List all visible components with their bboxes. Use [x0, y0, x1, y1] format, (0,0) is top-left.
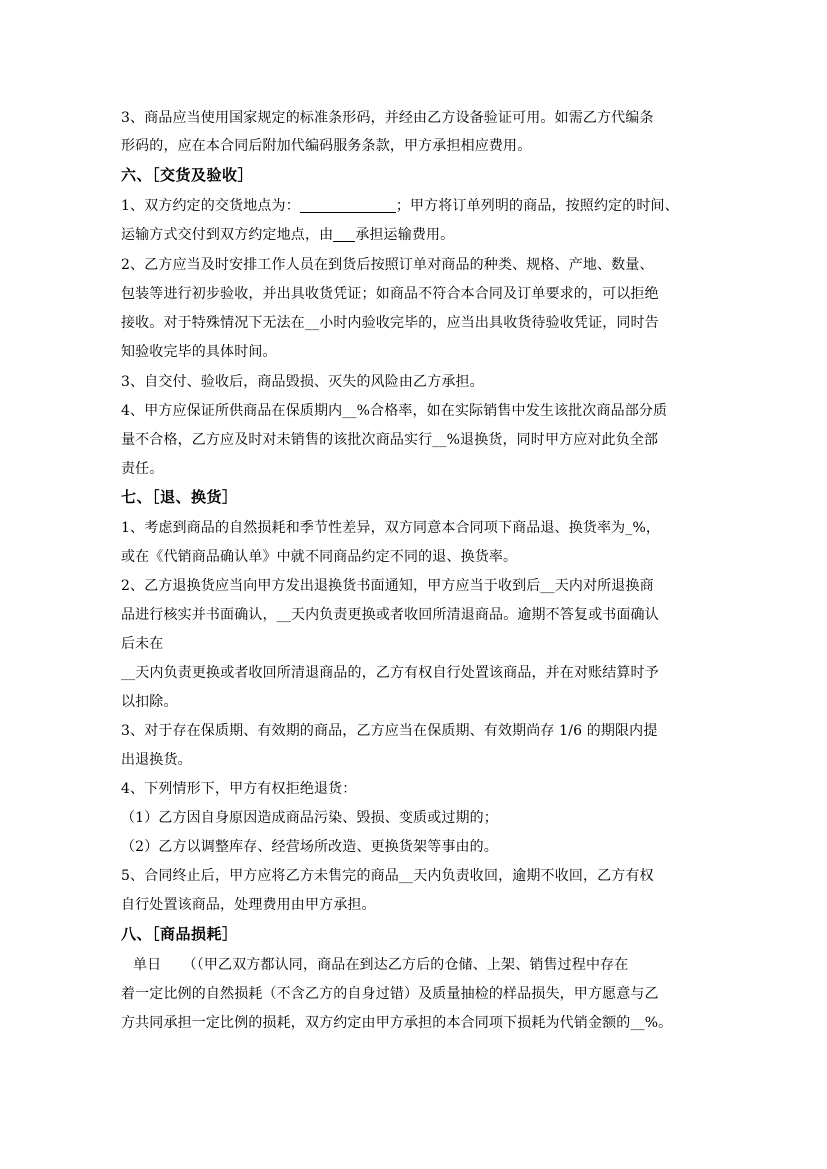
clause-line-delivery-location: 1、双方约定的交货地点为： ；甲方将订单列明的商品，按照约定的时间、: [121, 198, 679, 214]
clause-line: 方共同承担一定比例的损耗，双方约定由甲方承担的本合同项下损耗为代销金额的__%。: [121, 1015, 673, 1031]
clause-line: 3、自交付、验收后，商品毁损、灭失的风险由乙方承担。: [121, 374, 484, 390]
clause-line: 品进行核实并书面确认，__天内负责更换或者收回所清退商品。逾期不答复或书面确认: [121, 607, 659, 623]
clause-line: 着一定比例的自然损耗（不含乙方的自身过错）及质量抽检的样品损失，甲方愿意与乙: [121, 986, 659, 1002]
clause-line: 包装等进行初步验收，并出具收货凭证；如商品不符合本合同及订单要求的，可以拒绝: [121, 286, 659, 302]
section-heading-delivery: 六、［交货及验收］: [121, 166, 254, 184]
clause-line: 接收。对于特殊情况下无法在__小时内验收完毕的，应当出具收货待验收凭证，同时告: [121, 315, 659, 331]
clause-line: 后未在: [121, 636, 164, 652]
clause-line: （1）乙方因自身原因造成商品污染、毁损、变质或过期的；: [121, 810, 498, 826]
clause-line: 知验收完毕的具体时间。: [121, 344, 277, 360]
clause-line: 4、下列情形下，甲方有权拒绝退货：: [121, 781, 357, 797]
clause-line: __天内负责更换或者收回所清退商品的，乙方有权自行处置该商品，并在对账结算时予: [121, 665, 659, 681]
clause-line: （2）乙方以调整库存、经营场所改造、更换货架等事由的。: [121, 839, 498, 855]
clause-line: 量不合格，乙方应及时对未销售的该批次商品实行__%退换货，同时甲方应对此负全部: [121, 432, 659, 448]
clause-line: 5、合同终止后，甲方应将乙方未售完的商品__天内负责收回，逾期不收回，乙方有权: [121, 868, 654, 884]
clause-line: 责任。: [121, 461, 164, 477]
clause-line: 2、乙方应当及时安排工作人员在到货后按照订单对商品的种类、规格、产地、数量、: [121, 257, 654, 273]
clause-line: 3、商品应当使用国家规定的标准条形码，并经由乙方设备验证可用。如需乙方代编条: [121, 110, 654, 126]
clause-line: 4、甲方应保证所供商品在保质期内__%合格率，如在实际销售中发生该批次商品部分质: [121, 403, 668, 419]
clause-line: 自行处置该商品，处理费用由甲方承担。: [121, 897, 376, 913]
clause-line-transport: 运输方式交付到双方约定地点，由 承担运输费用。: [121, 227, 455, 243]
clause-line: 3、对于存在保质期、有效期的商品，乙方应当在保质期、有效期尚存 1/6 的期限内提: [121, 723, 658, 739]
clause-line: 1、考虑到商品的自然损耗和季节性差异，双方同意本合同项下商品退、换货率为_%，: [121, 520, 661, 536]
section-heading-wastage: 八、［商品损耗］: [121, 925, 238, 943]
clause-line: 以扣除。: [121, 694, 178, 710]
fill-in-blank: [333, 225, 355, 242]
clause-line: 2、乙方退换货应当向甲方发出退换货书面通知，甲方应当于收到后__天内对所退换商: [121, 578, 654, 594]
clause-line: 出退换货。: [121, 752, 192, 768]
clause-line: 或在《代销商品确认单》中就不同商品约定不同的退、换货率。: [121, 549, 518, 565]
clause-line: 形码的，应在本合同后附加代编码服务条款，甲方承担相应费用。: [121, 138, 532, 154]
fill-in-blank: [300, 196, 396, 213]
clause-line: 单日 （（甲乙双方都认同，商品在到达乙方后的仓储、上架、销售过程中存在: [133, 957, 629, 973]
section-heading-returns: 七、［退、换货］: [121, 488, 238, 506]
